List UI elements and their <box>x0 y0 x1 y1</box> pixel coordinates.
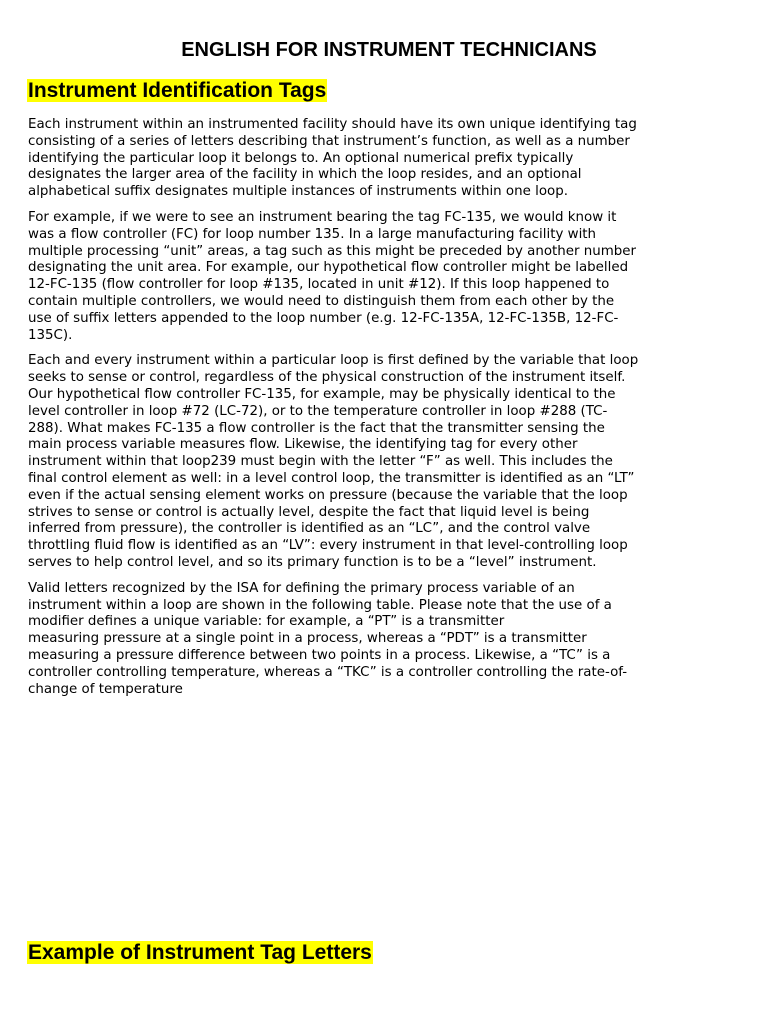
highlighted-heading-text: Example of Instrument Tag Letters <box>28 941 372 964</box>
paragraph-1: Each instrument within an instrumented facility should have its own unique identifying tag consisting of a series of letters describing that instrument’s function, as well as a number identifying the particular loop it belongs to. An optional numerical prefix typically designates the larger area of the facility in which the loop resides, and an optional alphabetical suffix designates multiple instances of instruments within one loop. <box>28 117 637 200</box>
document-title: ENGLISH FOR INSTRUMENT TECHNICIANS <box>181 39 597 61</box>
section-heading-example-tag-letters <box>27 939 373 967</box>
section-heading-instrument-identification-tags <box>27 77 327 105</box>
paragraph-2: For example, if we were to see an instrument bearing the tag FC-135, we would know it was a flow controller (FC) for loop number 135. In a large manufacturing facility with multiple processing “unit” areas, a tag such as this might be preceded by another number designating the unit area. For example, our hypothetical flow controller might be labelled 12-FC-135 (flow controller for loop #135, located in unit #12). If this loop happened to contain multiple controllers, we would need to distinguish them from each other by the use of suffix letters appended to the loop number (e.g. 12-FC-135A, 12-FC-135B, 12-FC- 135C). <box>28 209 637 343</box>
paragraph-4: Valid letters recognized by the ISA for defining the primary process variable of an instrument within a loop are shown in the following table. Please note that the use of a modifier defines a unique variable: for example, a “PT” is a transmitter measuring pressure at a single point in a process, whereas a “PDT” is a transmitter measuring a pressure difference between two points in a process. Likewise, a “TC” is a controller controlling temperature, whereas a “TKC” is a controller controlling the rate-of- change of temperature <box>28 580 628 697</box>
body-text <box>28 117 680 707</box>
paragraph-3: Each and every instrument within a particular loop is first defined by the variable that loop seeks to sense or control, regardless of the physical construction of the instrument itself. Our hypothetical flow controller FC-135, for example, may be physically identical to the level controller in loop #72 (LC-72), or to the temperature controller in loop #288 (TC- 288). What makes FC-135 a flow controller is the fact that the transmitter sensing the main process variable measures flow. Likewise, the identifying tag for every other instrument within that loop239 must begin with the letter “F” as well. This includes the final control element as well: in a level control loop, the transmitter is identified as an “LT” even if the actual sensing element works on pressure (because the variable that the loop strives to sense or control is actually level, despite the fact that liquid level is being inferred from pressure), the controller is identified as an “LC”, and the control valve throttling fluid flow is identified as an “LV”: every instrument in that level-controlling loop serves to help control level, and so its primary function is to be a “level” instrument. <box>28 353 639 570</box>
highlighted-heading-text: Instrument Identification Tags <box>28 79 327 102</box>
